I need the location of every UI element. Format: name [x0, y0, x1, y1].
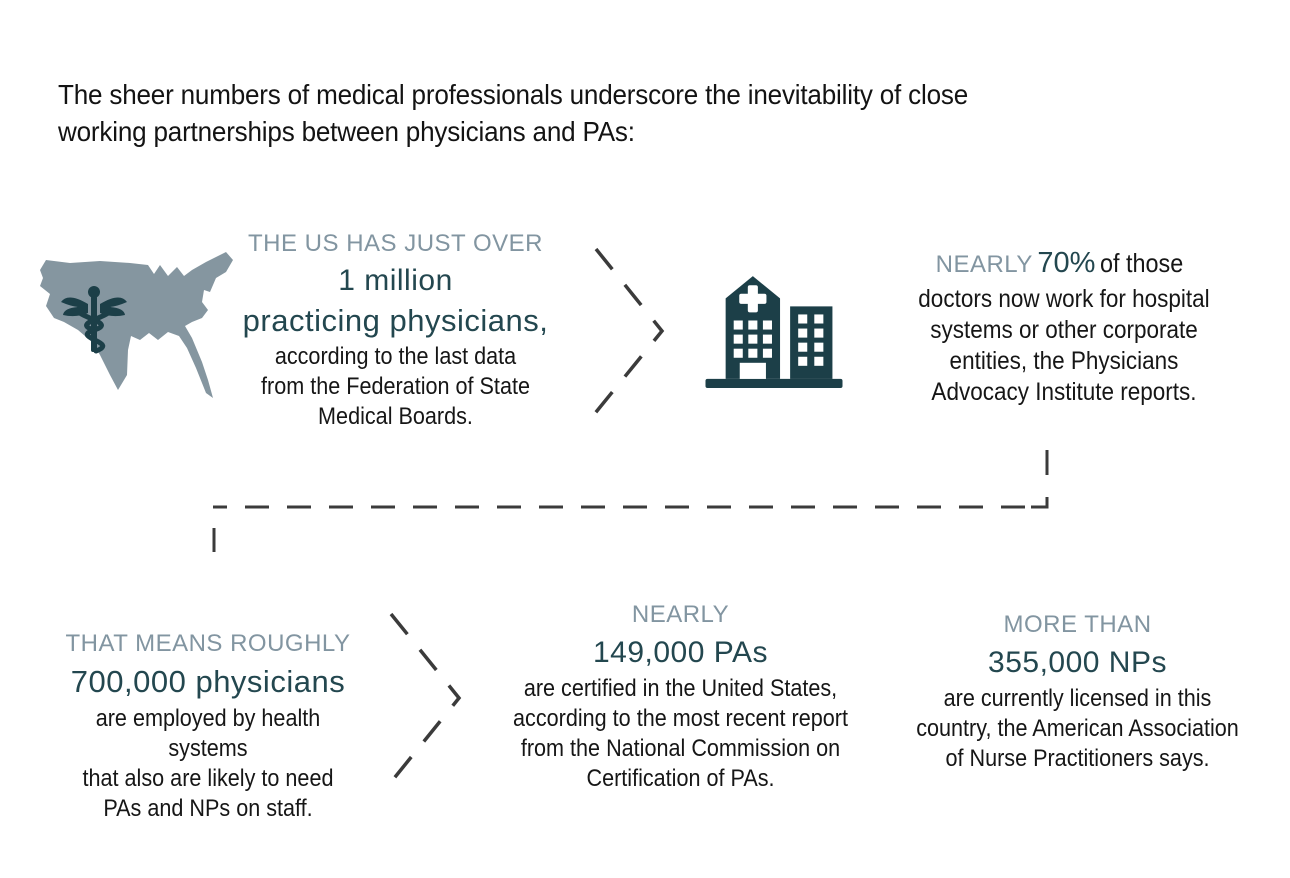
kicker-label: MORE THAN	[1003, 611, 1152, 638]
body-text: are certified in the United States,	[523, 675, 838, 702]
kicker-label: NEARLY	[631, 601, 730, 628]
body-text: entities, the Physicians	[949, 347, 1179, 375]
lead-rest-text: of those	[1099, 248, 1184, 278]
us-map-icon	[30, 250, 237, 420]
body-text: systems or other corporate	[930, 316, 1198, 344]
body-text: PAs and NPs on staff.	[103, 795, 313, 822]
body-text: according to the last data	[274, 343, 517, 370]
body-text: of Nurse Practitioners says.	[945, 745, 1210, 772]
stat-value: 355,000 NPs	[988, 646, 1167, 679]
section-employed-physicians	[38, 628, 378, 824]
hospital-icon	[703, 254, 845, 390]
body-text: Medical Boards.	[318, 403, 473, 430]
stat-value-2: practicing physicians,	[242, 303, 549, 338]
intro-text	[58, 76, 1081, 150]
kicker-label: THE US HAS JUST OVER	[248, 230, 543, 257]
section-certified-pas	[478, 598, 883, 794]
body-text: are currently licensed in this	[943, 685, 1212, 712]
intro-line-2: working partnerships between physicians and PAs:	[58, 116, 635, 147]
dashed-chevron-icon	[588, 243, 672, 423]
stat-lead-line	[855, 247, 1273, 284]
dashed-chevron-icon	[383, 608, 471, 793]
kicker-label: NEARLY	[935, 251, 1033, 278]
dashed-connector-line	[195, 446, 1060, 558]
body-text: doctors now work for hospital	[918, 285, 1210, 313]
kicker-label: THAT MEANS ROUGHLY	[65, 630, 351, 657]
body-text: according to the most recent report	[513, 705, 848, 732]
body-text: that also are likely to need	[82, 765, 334, 792]
body-text: from the Federation of State	[261, 373, 530, 400]
us-map-silhouette	[40, 252, 233, 398]
body-text: country, the American Association	[916, 715, 1239, 742]
body-text: Certification of PAs.	[586, 765, 775, 792]
body-text: from the National Commission on	[520, 735, 841, 762]
body-text: Advocacy Institute reports.	[931, 378, 1197, 406]
intro-line-1: The sheer numbers of medical professionals underscore the inevitability of close	[58, 79, 969, 110]
section-practicing-physicians	[233, 228, 558, 432]
stat-value: 149,000 PAs	[592, 636, 769, 669]
stat-value: 700,000 physicians	[70, 664, 346, 699]
stat-value: 70%	[1037, 247, 1096, 279]
section-hospital-employment	[855, 247, 1273, 408]
stat-value: 1 million	[338, 264, 453, 297]
section-licensed-nps	[885, 608, 1270, 774]
body-text: are employed by health systems	[95, 705, 321, 762]
